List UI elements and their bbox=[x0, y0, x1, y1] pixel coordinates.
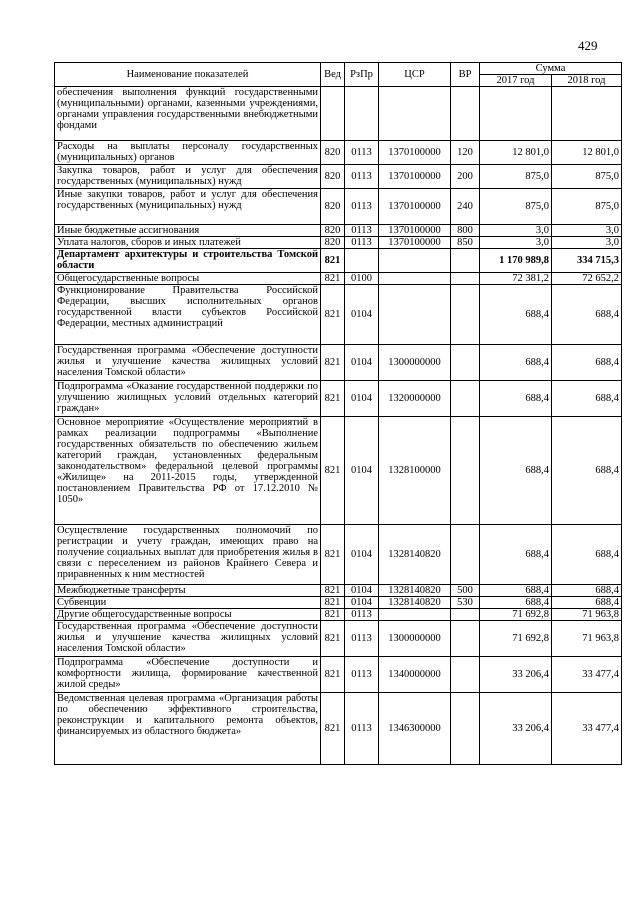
row-sum-2017: 33 206,4 bbox=[480, 693, 552, 765]
row-sum-2018: 71 963,8 bbox=[552, 609, 622, 621]
budget-table bbox=[54, 62, 622, 765]
row-sum-2017: 3,0 bbox=[480, 225, 552, 237]
row-vr: 120 bbox=[451, 141, 480, 165]
table-row bbox=[55, 657, 622, 693]
row-ved: 820 bbox=[321, 189, 345, 225]
row-name: Иные бюджетные ассигнования bbox=[55, 225, 321, 237]
row-ved bbox=[321, 87, 345, 141]
row-sum-2018: 688,4 bbox=[552, 417, 622, 525]
row-name: Субвенции bbox=[55, 597, 321, 609]
row-sum-2017: 688,4 bbox=[480, 285, 552, 345]
table-row bbox=[55, 693, 622, 765]
header-csr: ЦСР bbox=[379, 63, 451, 87]
row-rzpr: 0104 bbox=[345, 585, 379, 597]
row-rzpr: 0113 bbox=[345, 141, 379, 165]
row-sum-2018: 688,4 bbox=[552, 597, 622, 609]
row-rzpr: 0100 bbox=[345, 273, 379, 285]
row-name: Ведомственная целевая программа «Организация работы по обеспечению эффективного строительства, реконструкции и капитального ремонта объектов, финансируемых из областного бюджета» bbox=[55, 693, 321, 765]
header-ved: Вед bbox=[321, 63, 345, 87]
table-row bbox=[55, 189, 622, 225]
row-name: Расходы на выплаты персоналу государственных (муниципальных) органов bbox=[55, 141, 321, 165]
row-csr bbox=[379, 249, 451, 273]
row-sum-2017: 688,4 bbox=[480, 345, 552, 381]
header-name: Наименование показателей bbox=[55, 63, 321, 87]
row-name: Уплата налогов, сборов и иных платежей bbox=[55, 237, 321, 249]
table-row bbox=[55, 141, 622, 165]
row-rzpr: 0113 bbox=[345, 225, 379, 237]
row-vr bbox=[451, 693, 480, 765]
table-row bbox=[55, 525, 622, 585]
table-row bbox=[55, 597, 622, 609]
row-sum-2018: 33 477,4 bbox=[552, 693, 622, 765]
row-csr: 1370100000 bbox=[379, 189, 451, 225]
row-rzpr: 0113 bbox=[345, 621, 379, 657]
row-sum-2017: 688,4 bbox=[480, 585, 552, 597]
row-name: Осуществление государственных полномочий по регистрации и учету граждан, имеющих право на получение социальных выплат для приобретения жилья в связи с переселением из районов Крайнего Севера и приравненных к ним местностей bbox=[55, 525, 321, 585]
row-vr bbox=[451, 609, 480, 621]
row-sum-2018: 334 715,3 bbox=[552, 249, 622, 273]
row-csr: 1340000000 bbox=[379, 657, 451, 693]
table-row bbox=[55, 345, 622, 381]
row-sum-2017: 71 692,8 bbox=[480, 621, 552, 657]
row-sum-2018: 688,4 bbox=[552, 285, 622, 345]
row-rzpr: 0104 bbox=[345, 381, 379, 417]
row-vr bbox=[451, 273, 480, 285]
row-sum-2018: 688,4 bbox=[552, 585, 622, 597]
row-ved: 821 bbox=[321, 285, 345, 345]
header-2018: 2018 год bbox=[552, 75, 622, 87]
table-row bbox=[55, 237, 622, 249]
row-vr bbox=[451, 417, 480, 525]
row-name: Подпрограмма «Оказание государственной поддержки по улучшению жилищных условий отдельных категорий граждан» bbox=[55, 381, 321, 417]
row-ved: 820 bbox=[321, 165, 345, 189]
row-rzpr: 0104 bbox=[345, 525, 379, 585]
row-sum-2017: 1 170 989,8 bbox=[480, 249, 552, 273]
row-sum-2018: 12 801,0 bbox=[552, 141, 622, 165]
row-sum-2018: 688,4 bbox=[552, 525, 622, 585]
row-vr bbox=[451, 285, 480, 345]
row-ved: 820 bbox=[321, 141, 345, 165]
table-row bbox=[55, 87, 622, 141]
header-2017: 2017 год bbox=[480, 75, 552, 87]
row-sum-2017: 875,0 bbox=[480, 165, 552, 189]
row-ved: 821 bbox=[321, 273, 345, 285]
table-body bbox=[55, 87, 622, 765]
row-csr bbox=[379, 285, 451, 345]
row-vr: 850 bbox=[451, 237, 480, 249]
row-rzpr: 0113 bbox=[345, 657, 379, 693]
row-name: Межбюджетные трансферты bbox=[55, 585, 321, 597]
row-sum-2017 bbox=[480, 87, 552, 141]
row-vr bbox=[451, 381, 480, 417]
row-sum-2017: 3,0 bbox=[480, 237, 552, 249]
row-ved: 821 bbox=[321, 525, 345, 585]
row-vr: 500 bbox=[451, 585, 480, 597]
row-ved: 821 bbox=[321, 621, 345, 657]
table-row bbox=[55, 585, 622, 597]
row-sum-2017: 72 381,2 bbox=[480, 273, 552, 285]
row-csr: 1300000000 bbox=[379, 621, 451, 657]
row-csr: 1300000000 bbox=[379, 345, 451, 381]
row-sum-2017: 688,4 bbox=[480, 597, 552, 609]
row-vr: 240 bbox=[451, 189, 480, 225]
row-ved: 821 bbox=[321, 381, 345, 417]
row-sum-2017: 688,4 bbox=[480, 381, 552, 417]
row-rzpr: 0104 bbox=[345, 285, 379, 345]
row-name: обеспечения выполнения функций государственными (муниципальными) органами, казенными учреждениями, органами управления государственными внебюджетными фондами bbox=[55, 87, 321, 141]
row-csr: 1370100000 bbox=[379, 165, 451, 189]
row-name: Департамент архитектуры и строительства Томской области bbox=[55, 249, 321, 273]
row-csr: 1370100000 bbox=[379, 225, 451, 237]
row-name: Другие общегосударственные вопросы bbox=[55, 609, 321, 621]
row-csr: 1328140820 bbox=[379, 597, 451, 609]
row-name: Функционирование Правительства Российской Федерации, высших исполнительных органов государственной власти субъектов Российской Федерации, местных администраций bbox=[55, 285, 321, 345]
row-ved: 821 bbox=[321, 693, 345, 765]
row-sum-2017: 33 206,4 bbox=[480, 657, 552, 693]
row-rzpr: 0104 bbox=[345, 417, 379, 525]
row-sum-2018: 688,4 bbox=[552, 345, 622, 381]
row-ved: 820 bbox=[321, 237, 345, 249]
row-sum-2018: 688,4 bbox=[552, 381, 622, 417]
row-sum-2018: 33 477,4 bbox=[552, 657, 622, 693]
table-row bbox=[55, 225, 622, 237]
table-row bbox=[55, 417, 622, 525]
row-ved: 821 bbox=[321, 345, 345, 381]
row-name: Закупка товаров, работ и услуг для обеспечения государственных (муниципальных) нужд bbox=[55, 165, 321, 189]
row-name: Государственная программа «Обеспечение доступности жилья и улучшение качества жилищных условий населения Томской области» bbox=[55, 621, 321, 657]
row-csr: 1328100000 bbox=[379, 417, 451, 525]
row-ved: 821 bbox=[321, 609, 345, 621]
row-vr: 200 bbox=[451, 165, 480, 189]
row-vr: 530 bbox=[451, 597, 480, 609]
row-rzpr: 0113 bbox=[345, 609, 379, 621]
row-sum-2017: 12 801,0 bbox=[480, 141, 552, 165]
table-row bbox=[55, 249, 622, 273]
row-name: Подпрограмма «Обеспечение доступности и комфортности жилища, формирование качественной жилой среды» bbox=[55, 657, 321, 693]
row-ved: 821 bbox=[321, 597, 345, 609]
row-ved: 821 bbox=[321, 657, 345, 693]
row-rzpr: 0113 bbox=[345, 237, 379, 249]
row-rzpr: 0113 bbox=[345, 693, 379, 765]
row-rzpr: 0113 bbox=[345, 189, 379, 225]
row-rzpr: 0104 bbox=[345, 345, 379, 381]
table-row bbox=[55, 165, 622, 189]
row-vr bbox=[451, 621, 480, 657]
row-rzpr: 0104 bbox=[345, 597, 379, 609]
row-sum-2017: 688,4 bbox=[480, 417, 552, 525]
row-csr: 1370100000 bbox=[379, 237, 451, 249]
row-csr: 1328140820 bbox=[379, 525, 451, 585]
row-csr: 1370100000 bbox=[379, 141, 451, 165]
row-vr: 800 bbox=[451, 225, 480, 237]
table-row bbox=[55, 609, 622, 621]
row-name: Иные закупки товаров, работ и услуг для обеспечения государственных (муниципальных) нужд bbox=[55, 189, 321, 225]
row-name: Основное мероприятие «Осуществление мероприятий в рамках реализации подпрограммы «Выполнение государственных обязательств по обеспечению жильем категорий граждан, установленных федеральным законодательством» федеральной целевой программы «Жилище» на 2011-2015 годы, утвержденной постановлением Правительства РФ от 17.12.2010 № 1050» bbox=[55, 417, 321, 525]
table-row bbox=[55, 621, 622, 657]
row-sum-2018: 875,0 bbox=[552, 165, 622, 189]
row-csr: 1328140820 bbox=[379, 585, 451, 597]
page-number: 429 bbox=[578, 38, 598, 53]
header-rzpr: РзПр bbox=[345, 63, 379, 87]
row-sum-2017: 71 692,8 bbox=[480, 609, 552, 621]
table-row bbox=[55, 273, 622, 285]
row-ved: 820 bbox=[321, 225, 345, 237]
row-csr: 1346300000 bbox=[379, 693, 451, 765]
row-sum-2017: 688,4 bbox=[480, 525, 552, 585]
row-rzpr: 0113 bbox=[345, 165, 379, 189]
row-name: Государственная программа «Обеспечение доступности жилья и улучшение качества жилищных условий населения Томской области» bbox=[55, 345, 321, 381]
header-vr: ВР bbox=[451, 63, 480, 87]
row-vr bbox=[451, 249, 480, 273]
row-vr bbox=[451, 87, 480, 141]
row-rzpr bbox=[345, 87, 379, 141]
row-csr bbox=[379, 609, 451, 621]
row-sum-2018: 72 652,2 bbox=[552, 273, 622, 285]
row-vr bbox=[451, 345, 480, 381]
row-csr bbox=[379, 273, 451, 285]
row-vr bbox=[451, 525, 480, 585]
row-rzpr bbox=[345, 249, 379, 273]
table-row bbox=[55, 381, 622, 417]
row-vr bbox=[451, 657, 480, 693]
row-sum-2018: 3,0 bbox=[552, 237, 622, 249]
row-sum-2018: 875,0 bbox=[552, 189, 622, 225]
row-sum-2018: 71 963,8 bbox=[552, 621, 622, 657]
row-name: Общегосударственные вопросы bbox=[55, 273, 321, 285]
row-csr bbox=[379, 87, 451, 141]
row-ved: 821 bbox=[321, 585, 345, 597]
row-ved: 821 bbox=[321, 249, 345, 273]
row-sum-2018 bbox=[552, 87, 622, 141]
header-sum: Сумма bbox=[480, 63, 622, 75]
row-ved: 821 bbox=[321, 417, 345, 525]
row-sum-2018: 3,0 bbox=[552, 225, 622, 237]
table-row bbox=[55, 285, 622, 345]
row-csr: 1320000000 bbox=[379, 381, 451, 417]
row-sum-2017: 875,0 bbox=[480, 189, 552, 225]
